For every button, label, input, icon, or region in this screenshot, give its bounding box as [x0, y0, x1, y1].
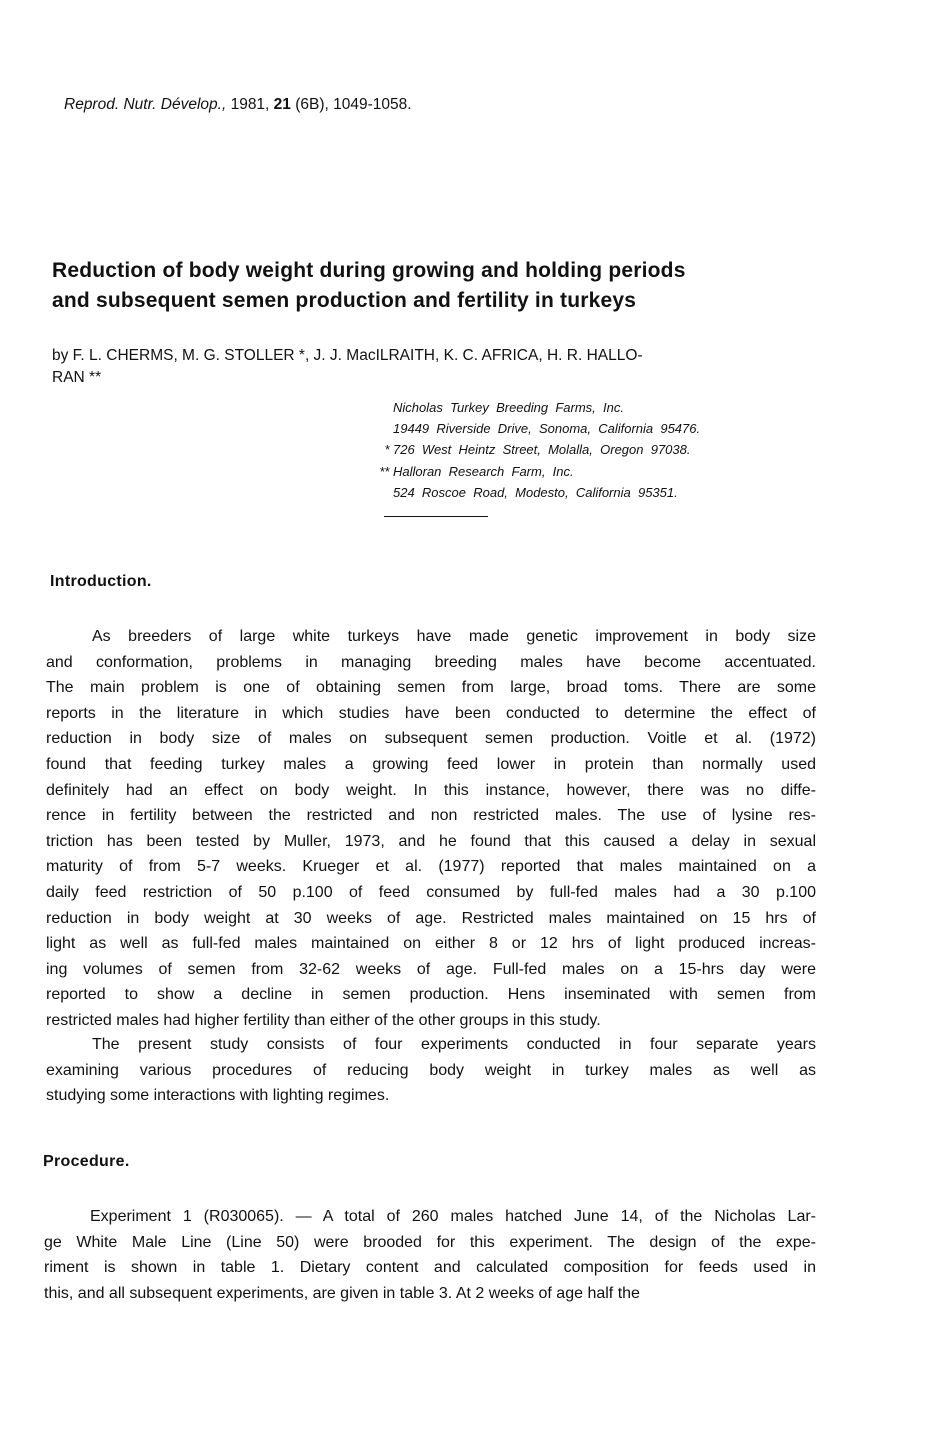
paragraph-line: reported to show a decline in semen production. Hens inseminated with semen from	[46, 986, 816, 1004]
paragraph-line: restricted males had higher fertility than either of the other groups in this study.	[46, 1011, 601, 1029]
article-title-line-1: Reduction of body weight during growing and holding periods	[52, 259, 686, 282]
paragraph-line: found that feeding turkey males a growing feed lower in protein than normally used	[46, 755, 816, 773]
paragraph-line: rence in fertility between the restricted and non restricted males. The use of lysine res-	[46, 807, 816, 825]
paragraph-line: daily feed restriction of 50 p.100 of feed consumed by full-fed males had a 30 p.100	[46, 883, 816, 901]
paragraph-line: The main problem is one of obtaining semen from large, broad toms. There are some	[46, 679, 816, 697]
affiliations	[368, 397, 700, 503]
procedure-paragraph-1	[44, 1204, 816, 1306]
intro-paragraph-2	[46, 1032, 816, 1109]
paragraph-line: this, and all subsequent experiments, are given in table 3. At 2 weeks of age half the	[44, 1284, 640, 1302]
paragraph-line: reduction in body weight at 30 weeks of age. Restricted males maintained on 15 hrs of	[46, 909, 816, 927]
paragraph-line: examining various procedures of reducing body weight in turkey males as well as	[46, 1061, 816, 1079]
paragraph-line: ge White Male Line (Line 50) were brooded for this experiment. The design of the expe-	[44, 1233, 816, 1251]
paragraph-line: reduction in body size of males on subsequent semen production. Voitle et al. (1972)	[46, 730, 816, 748]
paragraph-line: As breeders of large white turkeys have made genetic improvement in body size	[92, 628, 816, 645]
citation-year: 1981,	[226, 96, 274, 113]
affiliation-line	[368, 461, 700, 482]
paragraph-line: and conformation, problems in managing breeding males have become accentuated.	[46, 653, 816, 671]
paragraph-line: definitely had an effect on body weight. In this instance, however, there was no diffe-	[46, 781, 816, 799]
paragraph-line: Experiment 1 (R030065). — A total of 260 males hatched June 14, of the Nicholas Lar-	[90, 1208, 816, 1225]
paragraph-line: light as well as full-fed males maintained on either 8 or 12 hrs of light produced increas-	[46, 935, 816, 953]
procedure-heading: Procedure.	[43, 1153, 130, 1170]
citation-volume: 21	[273, 96, 291, 113]
affiliation-text: 726 West Heintz Street, Molalla, Oregon 97038.	[393, 442, 691, 458]
citation-issue-pages: (6B), 1049-1058.	[290, 96, 412, 113]
journal-name: Reprod. Nutr. Dévelop.,	[64, 96, 227, 113]
affiliation-line	[368, 418, 700, 439]
paragraph-line: riment is shown in table 1. Dietary content and calculated composition for feeds used in	[44, 1259, 816, 1277]
affiliation-line	[368, 439, 700, 460]
affiliation-mark: *	[384, 442, 390, 458]
article-title	[52, 256, 892, 316]
affiliation-mark: **	[379, 463, 390, 479]
affiliation-text: 19449 Riverside Drive, Sonoma, California 95476.	[393, 421, 701, 437]
paragraph-line: The present study consists of four experiments conducted in four separate years	[92, 1036, 816, 1053]
affiliation-line	[368, 482, 700, 503]
affiliation-text: Nicholas Turkey Breeding Farms, Inc.	[393, 400, 624, 415]
affiliation-line	[368, 397, 700, 418]
paragraph-line: triction has been tested by Muller, 1973, and he found that this caused a delay in sexual	[46, 832, 816, 850]
intro-paragraph-1	[46, 624, 816, 1034]
author-list-line-2: RAN **	[52, 369, 102, 386]
author-list	[52, 345, 882, 389]
journal-citation	[64, 96, 412, 114]
paragraph-line: reports in the literature in which studies have been conducted to determine the effect of	[46, 704, 816, 722]
paragraph-line: ing volumes of semen from 32-62 weeks of age. Full-fed males on a 15-hrs day were	[46, 960, 816, 978]
paragraph-line: maturity of from 5-7 weeks. Krueger et al. (1977) reported that males maintained on a	[46, 858, 816, 876]
separator-rule	[384, 516, 488, 517]
article-title-line-2: and subsequent semen production and fertility in turkeys	[52, 289, 637, 312]
introduction-heading: Introduction.	[50, 573, 152, 590]
affiliation-text: Halloran Research Farm, Inc.	[393, 463, 574, 479]
author-list-line-1: by F. L. CHERMS, M. G. STOLLER *, J. J. MacILRAITH, K. C. AFRICA, H. R. HALLO-	[52, 347, 643, 364]
paragraph-line: studying some interactions with lighting regimes.	[46, 1087, 390, 1105]
affiliation-text: 524 Roscoe Road, Modesto, California 95351.	[393, 484, 678, 500]
